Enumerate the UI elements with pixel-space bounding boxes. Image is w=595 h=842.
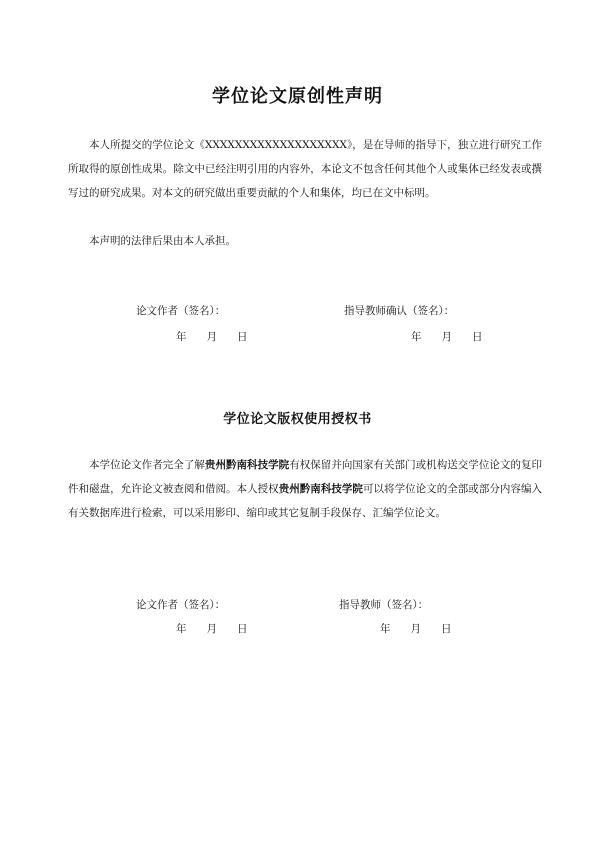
license-advisor-date bbox=[380, 622, 452, 636]
date-month: 月 bbox=[441, 331, 452, 343]
license-text-b: 有权保留并向国家有关部门或机构送交学位论文的复印件和磁盘，允许论文被查阅和借阅。本人授权 bbox=[68, 459, 543, 495]
license-text-a: 本学位论文作者完全了解 bbox=[89, 459, 205, 471]
date-month: 月 bbox=[206, 331, 217, 343]
originality-advisor-signature-label: 指导教师确认（签名）： bbox=[344, 305, 455, 317]
license-text-c: 可以将学位论文的全部或部分内容编入有关数据库进行检索，可以采用影印、缩印或其它复制手段保存、汇编学位论文。 bbox=[68, 483, 543, 519]
school-name: 贵州黔南科技学院 bbox=[204, 459, 290, 471]
date-day: 日 bbox=[237, 331, 248, 343]
license-paragraph bbox=[68, 453, 542, 525]
license-title: 学位论文版权使用授权书 bbox=[223, 412, 372, 427]
date-year: 年 bbox=[380, 623, 391, 635]
school-name: 贵州黔南科技学院 bbox=[278, 483, 363, 495]
date-day: 日 bbox=[237, 623, 248, 635]
license-advisor-signature-label: 指导教师（签名）： bbox=[339, 599, 429, 611]
originality-paragraph: 本人所提交的学位论文《XXXXXXXXXXXXXXXXXXX》，是在导师的指导下，独立进行研究工作所取得的原创性成果。除文中已经注明引用的内容外，本论文不包含任何其他个人或集体已经发表或撰写过的研究成果。对本文的研究做出重要贡献的个人和集体，均已在文中标明。 bbox=[68, 139, 542, 199]
originality-author-date bbox=[176, 330, 248, 344]
date-year: 年 bbox=[411, 331, 422, 343]
date-month: 月 bbox=[206, 623, 217, 635]
originality-author-signature-label: 论文作者（签名）： bbox=[136, 305, 226, 317]
date-year: 年 bbox=[176, 331, 187, 343]
date-year: 年 bbox=[176, 623, 187, 635]
license-author-signature-label: 论文作者（签名）： bbox=[136, 599, 226, 611]
date-month: 月 bbox=[410, 623, 421, 635]
originality-legal-note: 本声明的法律后果由本人承担。 bbox=[89, 235, 236, 247]
originality-title: 学位论文原创性声明 bbox=[212, 86, 383, 107]
date-day: 日 bbox=[472, 331, 483, 343]
date-day: 日 bbox=[441, 623, 452, 635]
originality-advisor-date bbox=[411, 330, 483, 344]
license-author-date bbox=[176, 622, 248, 636]
